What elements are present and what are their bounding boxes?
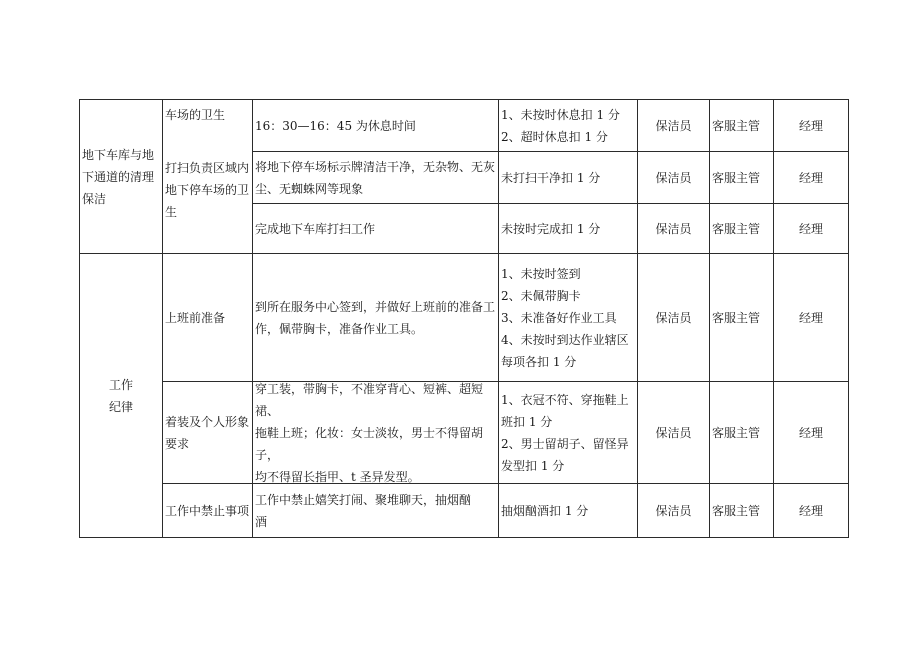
penalty-cell [499, 204, 637, 253]
executor-cell-text: 保洁员 [655, 221, 692, 236]
item-cell-line: 地下停车场的卫 [165, 183, 250, 197]
item-cell [163, 484, 252, 537]
standard-cell [253, 254, 498, 381]
item-cell-line: 要求 [165, 436, 190, 451]
penalty-cell [499, 152, 637, 203]
executor-cell [638, 382, 709, 483]
penalty-cell-line: 3、未准备好作业工具 [501, 310, 617, 325]
category-cell-line: 地下车库与地 [82, 147, 155, 162]
item-cell [163, 153, 252, 253]
penalty-cell-line: 1、未按时休息扣 1 分 [501, 107, 620, 122]
manager-cell-text: 经理 [798, 221, 823, 236]
manager-cell [774, 100, 848, 151]
standard-cell-line: 均不得留长指甲、t 圣异发型。 [255, 469, 420, 483]
supervisor-cell [710, 100, 773, 151]
manager-cell [774, 484, 848, 537]
standard-cell-line: 工作中禁止嬉笑打闹、聚堆聊天，抽烟酗 [255, 492, 472, 507]
standard-cell [253, 152, 498, 203]
penalty-cell [499, 382, 637, 483]
penalty-cell [499, 100, 637, 151]
penalty-cell-line: 每项各扣 1 分 [501, 354, 577, 369]
standard-cell [253, 100, 498, 151]
executor-cell-text: 保洁员 [655, 170, 692, 185]
standard-cell [253, 204, 498, 253]
supervisor-cell [710, 204, 773, 253]
supervisor-cell [710, 382, 773, 483]
penalty-cell [499, 484, 637, 537]
executor-cell-text: 保洁员 [655, 503, 692, 518]
category-cell [80, 254, 162, 537]
executor-cell-text: 保洁员 [655, 310, 692, 325]
standard-cell-line: 完成地下车库打扫工作 [255, 221, 376, 236]
item-cell [163, 382, 252, 483]
manager-cell-text: 经理 [798, 503, 823, 518]
penalty-cell-line: 4、未按时到达作业辖区 [501, 332, 629, 347]
supervisor-cell-text: 客服主管 [712, 503, 761, 518]
standard-cell [253, 382, 498, 483]
category-cell-line: 保洁 [82, 191, 107, 206]
penalty-cell-line: 班扣 1 分 [501, 414, 553, 429]
manager-cell-text: 经理 [798, 118, 823, 133]
supervisor-cell-text: 客服主管 [712, 170, 761, 185]
standard-cell-line: 将地下停车场标示牌清洁干净，无杂物、无灰 [255, 159, 496, 174]
item-cell-line: 车场的卫生 [165, 108, 226, 122]
executor-cell [638, 484, 709, 537]
supervisor-cell [710, 484, 773, 537]
executor-cell-text: 保洁员 [655, 118, 692, 133]
manager-cell-text: 经理 [798, 170, 823, 185]
category-cell-line: 工作 [108, 377, 133, 392]
manager-cell [774, 254, 848, 381]
penalty-cell-line: 发型扣 1 分 [501, 458, 565, 473]
supervisor-cell-text: 客服主管 [712, 310, 761, 325]
item-cell [163, 254, 252, 381]
standard-cell-line: 16：30—16：45 为休息时间 [255, 118, 416, 133]
manager-cell [774, 152, 848, 203]
supervisor-cell [710, 152, 773, 203]
item-cell-line: 生 [165, 205, 178, 219]
supervisor-cell-text: 客服主管 [712, 118, 761, 133]
item-cell-line: 上班前准备 [165, 310, 226, 325]
column-divider [848, 99, 849, 538]
supervisor-cell-text: 客服主管 [712, 221, 761, 236]
supervisor-cell-text: 客服主管 [712, 425, 761, 440]
penalty-cell-line: 1、未按时签到 [501, 266, 581, 281]
manager-cell [774, 382, 848, 483]
penalty-cell-line: 抽烟酗酒扣 1 分 [501, 503, 589, 518]
standard-cell-line: 穿工装，带胸卡，不准穿背心、短裤、超短裙、 [255, 382, 484, 418]
executor-cell [638, 204, 709, 253]
executor-cell [638, 152, 709, 203]
penalty-cell-line: 1、衣冠不符、穿拖鞋上 [501, 392, 629, 407]
executor-cell [638, 254, 709, 381]
penalty-cell-line: 2、男士留胡子、留怪异 [501, 436, 629, 451]
item-cell-line: 打扫负责区域内 [165, 161, 250, 175]
standard-cell-line: 酒 [255, 514, 268, 529]
penalty-cell [499, 254, 637, 381]
executor-cell [638, 100, 709, 151]
penalty-cell-line: 未按时完成扣 1 分 [501, 221, 601, 236]
category-cell-line: 纪律 [108, 399, 133, 414]
category-cell [80, 100, 162, 253]
penalty-cell-line: 2、未佩带胸卡 [501, 288, 581, 303]
item-cell-line: 工作中禁止事项 [165, 503, 250, 518]
supervisor-cell [710, 254, 773, 381]
manager-cell-text: 经理 [798, 425, 823, 440]
standard-cell-line: 作，佩带胸卡，准备作业工具。 [255, 321, 424, 336]
standard-cell-line: 拖鞋上班；化妆：女士淡妆，男士不得留胡子， [255, 425, 484, 462]
standard-cell-line: 尘、无蜘蛛网等现象 [255, 181, 364, 196]
manager-cell-text: 经理 [798, 310, 823, 325]
manager-cell [774, 204, 848, 253]
item-cell [163, 100, 252, 135]
penalty-cell-line: 2、超时休息扣 1 分 [501, 129, 608, 144]
item-cell-line: 着装及个人形象 [165, 414, 250, 429]
executor-cell-text: 保洁员 [655, 425, 692, 440]
penalty-cell-line: 未打扫干净扣 1 分 [501, 170, 601, 185]
standard-cell-line: 到所在服务中心签到，并做好上班前的准备工 [255, 299, 496, 314]
table-border-bottom [79, 537, 849, 538]
category-cell-line: 下通道的清理 [82, 169, 155, 184]
standard-cell [253, 484, 498, 537]
